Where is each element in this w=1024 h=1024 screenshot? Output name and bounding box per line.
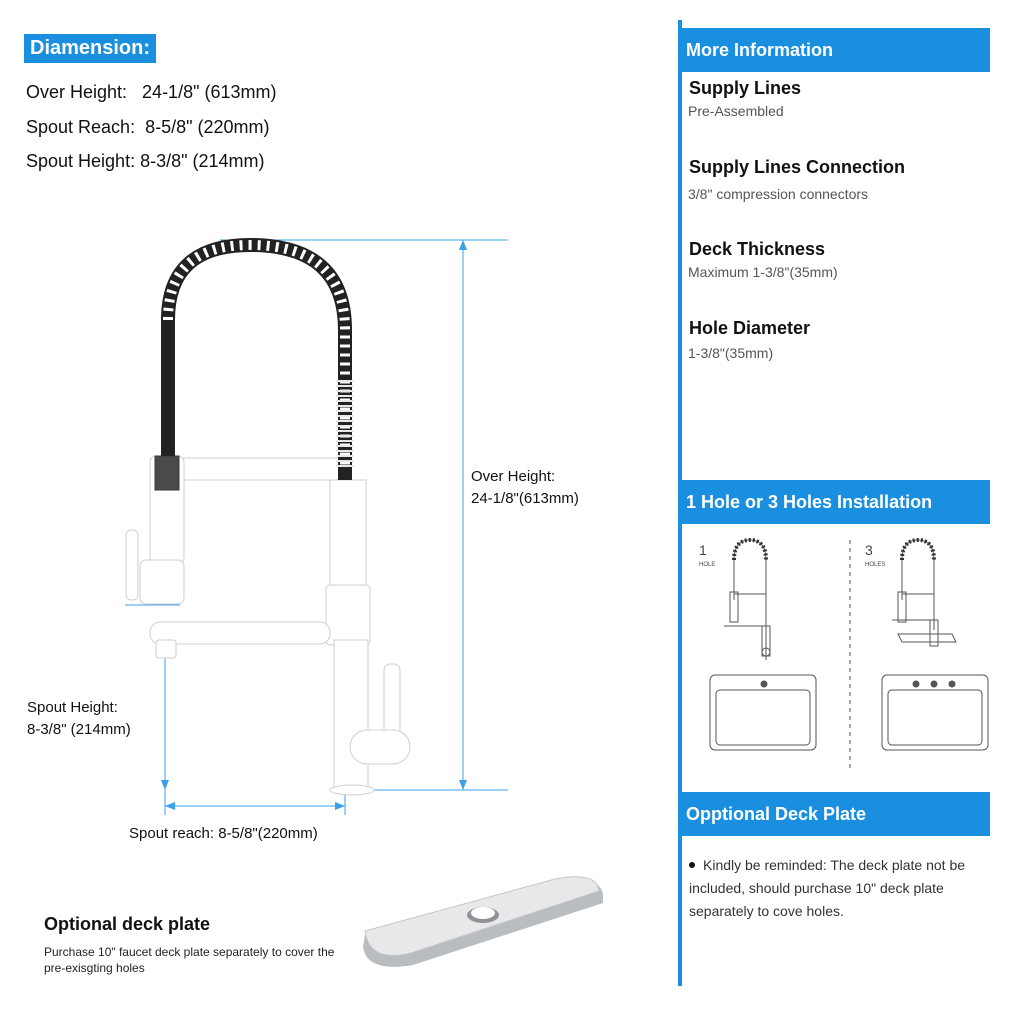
spout-height-spec: Spout Height: 8-3/8" (214mm) xyxy=(26,151,265,171)
installation-header: 1 Hole or 3 Holes Installation xyxy=(680,480,990,524)
spout-reach-label: Spout reach: 8-5/8"(220mm) xyxy=(129,825,318,842)
three-holes-text: HOLES xyxy=(865,562,886,568)
over-height-spec: Over Height: 24-1/8" (613mm) xyxy=(26,82,277,102)
supply-connection-value: 3/8" compression connectors xyxy=(688,186,869,202)
three-hole-number: 3 xyxy=(865,542,873,558)
deck-thickness-value: Maximum 1-3/8"(35mm) xyxy=(688,264,838,280)
supply-lines-title: Supply Lines xyxy=(689,78,802,98)
one-hole-number: 1 xyxy=(699,542,707,558)
deck-thickness-title: Deck Thickness xyxy=(689,239,826,259)
supply-connection-title: Supply Lines Connection xyxy=(689,157,906,177)
more-info-header: More Information xyxy=(680,28,990,72)
deck-plate-image xyxy=(355,875,610,975)
deck-plate-note-text: Kindly be reminded: The deck plate not be included, should purchase 10" deck plate separately to cove holes. xyxy=(689,857,966,919)
spout-height-value: 8-3/8" (214mm) xyxy=(27,721,131,738)
faucet-body xyxy=(126,456,410,795)
hole-diameter-title: Hole Diameter xyxy=(689,318,811,338)
spout-height-label: Spout Height: xyxy=(27,699,118,716)
spout-reach-spec: Spout Reach: 8-5/8" (220mm) xyxy=(26,117,270,137)
over-height-value: 24-1/8"(613mm) xyxy=(471,490,579,507)
bullet-icon xyxy=(689,862,695,868)
over-height-label: Over Height: xyxy=(471,468,556,485)
deck-plate-header: Opptional Deck Plate xyxy=(680,792,990,836)
dimension-title: Diamension: xyxy=(24,34,156,63)
one-hole-label: HOLE xyxy=(699,562,716,568)
deck-plate-note xyxy=(689,854,979,923)
optional-deck-plate-title: Optional deck plate xyxy=(44,914,211,934)
hole-diameter-value: 1-3/8"(35mm) xyxy=(688,345,774,361)
spring-coil xyxy=(168,245,345,480)
optional-deck-plate-text: Purchase 10" faucet deck plate separately to cover the pre-exisgting holes xyxy=(44,945,335,975)
installation-sketch xyxy=(690,530,990,775)
supply-lines-value: Pre-Assembled xyxy=(688,103,784,119)
